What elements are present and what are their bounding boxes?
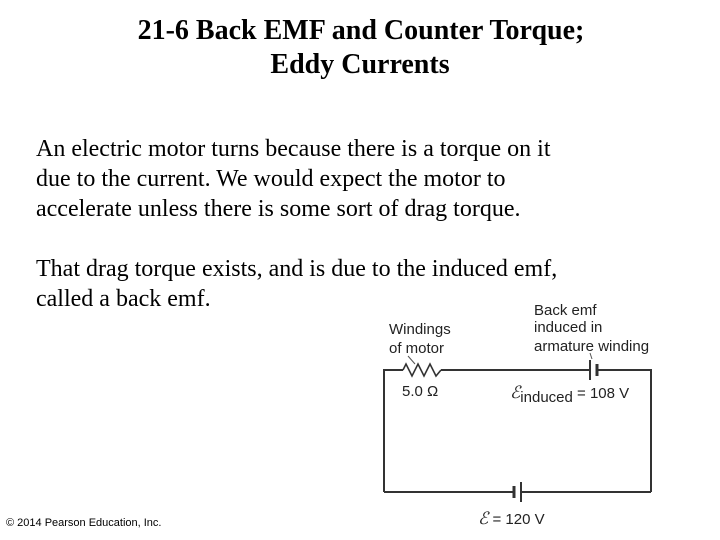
- back-emf-label-line-1: Back emf: [534, 302, 597, 319]
- resistor-symbol: [403, 364, 441, 376]
- induced-emf-battery-symbol: [590, 360, 597, 380]
- induced-emf-subscript: induced: [520, 389, 573, 406]
- paragraph-1-line-3: accelerate unless there is some sort of drag torque.: [36, 196, 521, 222]
- resistance-label: 5.0 Ω: [402, 383, 439, 400]
- back-emf-label: [534, 302, 649, 355]
- source-battery-symbol: [514, 482, 521, 502]
- paragraph-2-line-2: called a back emf.: [36, 286, 211, 312]
- back-emf-label-line-2: induced in: [534, 319, 603, 336]
- paragraph-1-line-2: due to the current. We would expect the motor to: [36, 166, 506, 192]
- windings-label: [389, 321, 455, 357]
- source-emf-symbol: ℰ: [478, 509, 489, 528]
- paragraph-2-line-1: That drag torque exists, and is due to the induced emf,: [36, 256, 558, 282]
- source-emf-label: [478, 509, 545, 528]
- induced-emf-symbol: ℰ: [510, 383, 521, 402]
- title-line-1: 21-6 Back EMF and Counter Torque;: [137, 15, 585, 46]
- windings-label-line-1: Windings: [389, 321, 451, 338]
- induced-emf-value: = 108 V: [572, 385, 630, 402]
- windings-label-line-2: of motor: [389, 340, 445, 357]
- induced-emf-label: [510, 383, 629, 406]
- copyright-notice: © 2014 Pearson Education, Inc.: [6, 517, 162, 529]
- paragraph-1-line-1: An electric motor turns because there is a torque on it: [36, 136, 551, 162]
- back-emf-label-line-3: armature winding: [534, 338, 650, 355]
- title-line-2: Eddy Currents: [270, 49, 450, 80]
- windings-pointer-line: [408, 356, 415, 364]
- source-emf-value: = 120 V: [488, 511, 545, 528]
